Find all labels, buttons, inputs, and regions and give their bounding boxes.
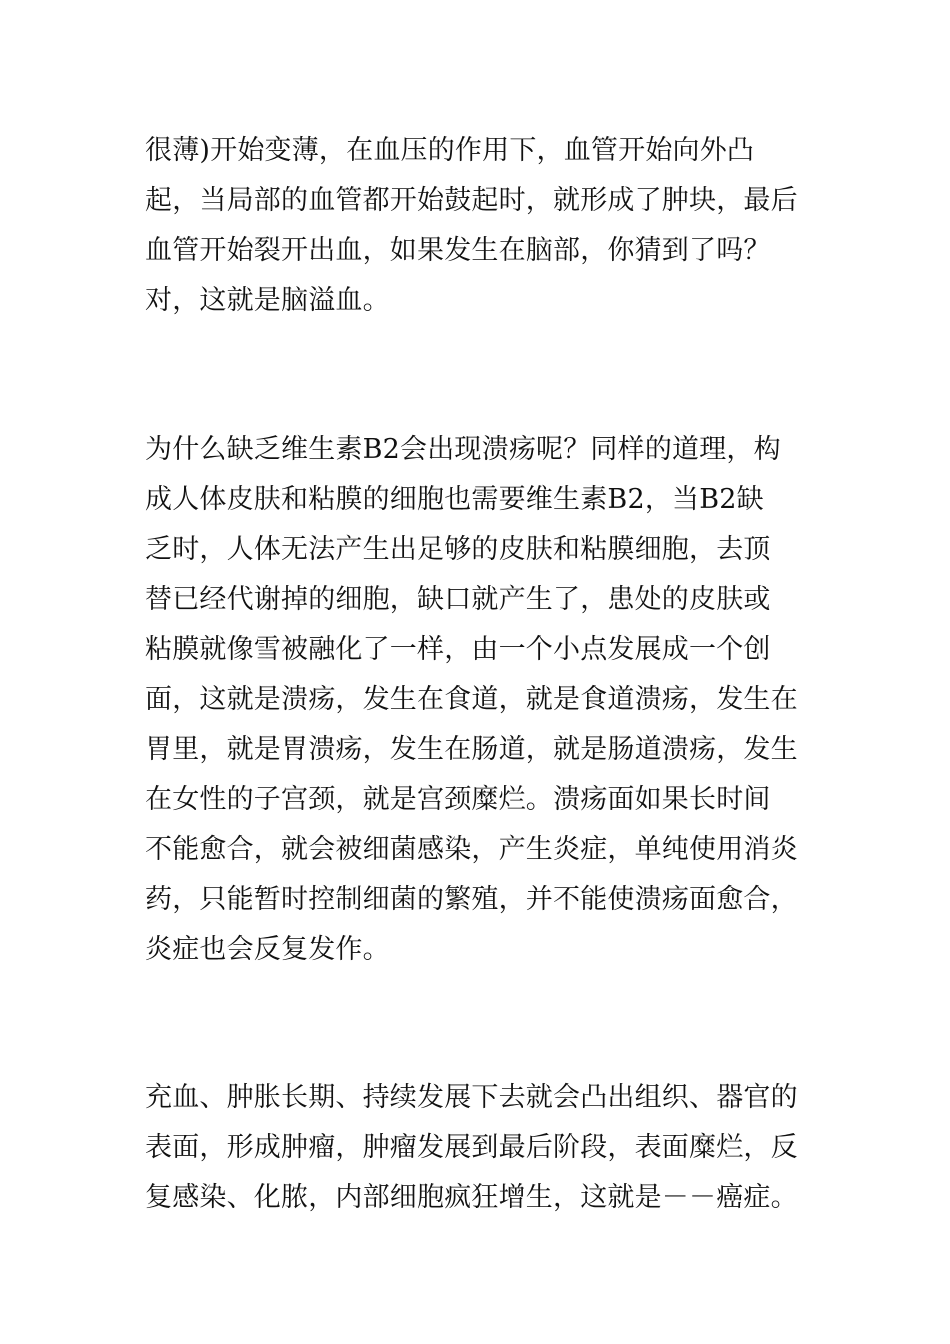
paragraph-cancer <box>145 1073 810 1223</box>
text-line: 血管开始裂开出血，如果发生在脑部，你猜到了吗？ <box>145 235 771 266</box>
text-line: 表面，形成肿瘤，肿瘤发展到最后阶段，表面糜烂，反 <box>145 1132 798 1163</box>
text-line: 复感染、化脓，内部细胞疯狂增生，这就是－－癌症。 <box>145 1182 798 1213</box>
text-line: 充血、肿胀长期、持续发展下去就会凸出组织、器官的 <box>145 1082 798 1113</box>
text-line: 起，当局部的血管都开始鼓起时，就形成了肿块，最后 <box>145 185 798 216</box>
text-line: 在女性的子宫颈，就是宫颈糜烂。溃疡面如果长时间 <box>145 784 771 815</box>
text-line: 为什么缺乏维生素B2会出现溃疡呢？同样的道理，构 <box>145 434 781 465</box>
text-line: 面，这就是溃疡，发生在食道，就是食道溃疡，发生在 <box>145 684 798 715</box>
text-line: 粘膜就像雪被融化了一样，由一个小点发展成一个创 <box>145 634 771 665</box>
paragraph-ulcer <box>145 425 810 975</box>
paragraph-cerebral-hemorrhage <box>145 126 810 326</box>
text-line: 成人体皮肤和粘膜的细胞也需要维生素B2，当B2缺 <box>145 484 764 515</box>
text-line: 药，只能暂时控制细菌的繁殖，并不能使溃疡面愈合， <box>145 884 798 915</box>
text-line: 乏时，人体无法产生出足够的皮肤和粘膜细胞，去顶 <box>145 534 771 565</box>
text-line: 替已经代谢掉的细胞，缺口就产生了，患处的皮肤或 <box>145 584 771 615</box>
text-line: 胃里，就是胃溃疡，发生在肠道，就是肠道溃疡，发生 <box>145 734 798 765</box>
text-line: 对，这就是脑溢血。 <box>145 285 390 316</box>
text-line: 不能愈合，就会被细菌感染，产生炎症，单纯使用消炎 <box>145 834 798 865</box>
text-line: 炎症也会反复发作。 <box>145 934 390 965</box>
text-line: 很薄)开始变薄，在血压的作用下，血管开始向外凸 <box>145 135 755 166</box>
